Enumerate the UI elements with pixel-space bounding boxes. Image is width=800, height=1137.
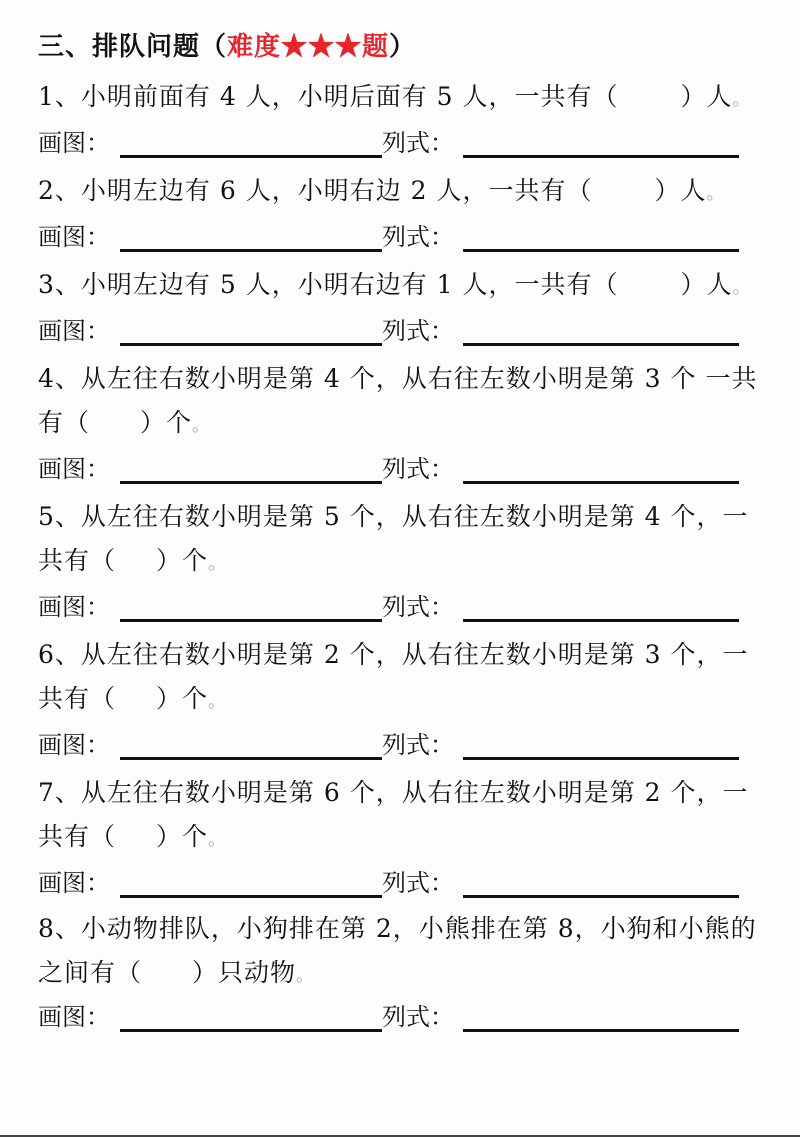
question-1 [38, 82, 752, 115]
work-row-6 [38, 730, 758, 760]
period: 。 [732, 277, 752, 298]
formula-answer-line[interactable] [463, 1029, 739, 1032]
formula-answer-line[interactable] [463, 757, 739, 760]
question-6 [38, 640, 749, 670]
drawing-answer-line[interactable] [120, 249, 382, 252]
question-text: 共有（ [38, 822, 117, 851]
formula-label: 列式： [382, 455, 454, 483]
question-text-after: ）个 [140, 408, 193, 437]
work-row-2 [38, 222, 758, 252]
question-text: 5、从左往右数小明是第 5 个，从右往左数小明是第 4 个，一 [38, 502, 749, 531]
question-text: 7、从左往右数小明是第 6 个，从右往左数小明是第 2 个，一 [38, 778, 749, 807]
question-text: 之间有（ [38, 958, 143, 987]
period: 。 [208, 553, 228, 574]
work-row-8 [38, 1002, 758, 1032]
drawing-answer-line[interactable] [120, 619, 382, 622]
question-text: 2、小明左边有 6 人，小明右边 2 人，一共有（ [38, 176, 593, 205]
period: 。 [706, 183, 726, 204]
question-7-line-2 [38, 822, 227, 855]
question-2 [38, 176, 726, 209]
formula-label: 列式： [382, 317, 454, 345]
question-text: 1、小明前面有 4 人，小明后面有 5 人，一共有（ [38, 82, 619, 111]
title-prefix: 三、排队问题（ [38, 32, 228, 62]
question-text-after: ）个 [156, 684, 209, 713]
formula-label: 列式： [382, 223, 454, 251]
question-7 [38, 778, 749, 808]
formula-answer-line[interactable] [463, 481, 739, 484]
difficulty-label: 难度★★★题 [227, 32, 390, 62]
work-row-5 [38, 592, 758, 622]
question-text: 6、从左往右数小明是第 2 个，从右往左数小明是第 3 个，一 [38, 640, 749, 669]
question-text: 4、从左往右数小明是第 4 个，从右往左数小明是第 3 个 一共 [38, 364, 758, 393]
drawing-label: 画图： [38, 223, 110, 251]
section-title [38, 32, 416, 62]
drawing-label: 画图： [38, 869, 110, 897]
drawing-label: 画图： [38, 129, 110, 157]
question-text-after: ）人 [654, 176, 707, 205]
question-text: 有（ [38, 408, 91, 437]
question-4-line-2 [38, 408, 211, 441]
question-text-after: ）个 [156, 822, 209, 851]
work-row-1 [38, 128, 758, 158]
question-text-after: ）人 [680, 270, 733, 299]
question-text: 3、小明左边有 5 人，小明右边有 1 人，一共有（ [38, 270, 619, 299]
formula-label: 列式： [382, 593, 454, 621]
formula-label: 列式： [382, 129, 454, 157]
formula-answer-line[interactable] [463, 895, 739, 898]
drawing-answer-line[interactable] [120, 343, 382, 346]
question-8-line-2 [38, 958, 315, 991]
question-text: 共有（ [38, 546, 117, 575]
question-5-line-2 [38, 546, 227, 579]
drawing-answer-line[interactable] [120, 757, 382, 760]
drawing-label: 画图： [38, 1003, 110, 1031]
formula-label: 列式： [382, 731, 454, 759]
drawing-answer-line[interactable] [120, 481, 382, 484]
question-8 [38, 914, 757, 944]
period: 。 [208, 691, 228, 712]
drawing-label: 画图： [38, 731, 110, 759]
question-text-after: ）人 [680, 82, 733, 111]
question-4 [38, 364, 757, 394]
drawing-label: 画图： [38, 455, 110, 483]
question-3 [38, 270, 752, 303]
question-text: 共有（ [38, 684, 117, 713]
question-text-after: ）只动物 [192, 958, 297, 987]
formula-answer-line[interactable] [463, 619, 739, 622]
formula-answer-line[interactable] [463, 155, 739, 158]
drawing-label: 画图： [38, 317, 110, 345]
period: 。 [732, 89, 752, 110]
drawing-answer-line[interactable] [120, 155, 382, 158]
formula-label: 列式： [382, 869, 454, 897]
work-row-7 [38, 868, 758, 898]
period: 。 [192, 415, 212, 436]
question-text: 8、小动物排队，小狗排在第 2，小熊排在第 8，小狗和小熊的 [38, 914, 757, 943]
formula-answer-line[interactable] [463, 249, 739, 252]
question-text-after: ）个 [156, 546, 209, 575]
work-row-4 [38, 454, 758, 484]
title-suffix: ） [389, 32, 417, 62]
question-6-line-2 [38, 684, 227, 717]
drawing-answer-line[interactable] [120, 895, 382, 898]
drawing-label: 画图： [38, 593, 110, 621]
drawing-answer-line[interactable] [120, 1029, 382, 1032]
formula-answer-line[interactable] [463, 343, 739, 346]
work-row-3 [38, 316, 758, 346]
period: 。 [208, 829, 228, 850]
formula-label: 列式： [382, 1003, 454, 1031]
period: 。 [296, 965, 316, 986]
question-5 [38, 502, 749, 532]
